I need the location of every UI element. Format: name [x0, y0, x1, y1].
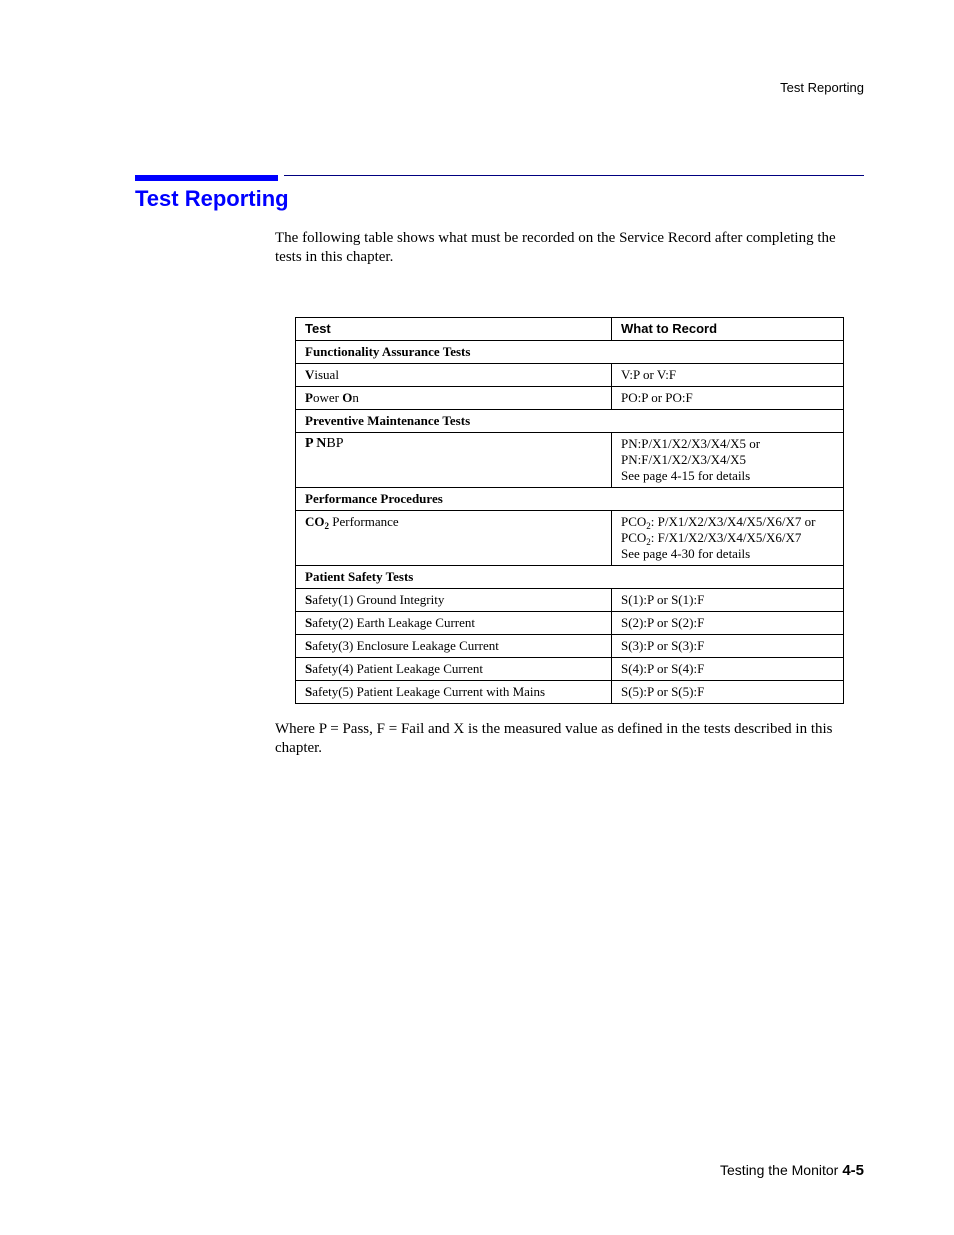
record-cell: S(3):P or S(3):F	[612, 635, 844, 658]
test-cell	[296, 658, 612, 681]
table-row	[296, 612, 844, 635]
test-cell	[296, 612, 612, 635]
section-label: Preventive Maintenance Tests	[296, 410, 844, 433]
section-row	[296, 488, 844, 511]
record-line: PN:F/X1/X2/X3/X4/X5	[621, 452, 746, 467]
test-text: Performance	[329, 514, 399, 529]
legend-note: Where P = Pass, F = Fail and X is the measured value as defined in the tests described in this chapter.	[275, 721, 833, 756]
test-initial: S	[305, 592, 313, 607]
test-text: afety(5) Patient Leakage Current with Mains	[312, 684, 546, 699]
intro-paragraph: The following table shows what must be recorded on the Service Record after completing the tests in this chapter.	[275, 230, 836, 265]
test-cell	[296, 681, 612, 704]
page-footer	[720, 1162, 864, 1179]
footer-chapter: Testing the Monitor	[720, 1162, 839, 1178]
test-cell	[296, 387, 612, 410]
section-label: Performance Procedures	[296, 488, 844, 511]
test-initial: V	[305, 367, 315, 382]
table-row	[296, 635, 844, 658]
record-line	[621, 514, 834, 530]
section-label: Functionality Assurance Tests	[296, 341, 844, 364]
test-text: afety(2) Earth Leakage Current	[312, 615, 476, 630]
table-row	[296, 681, 844, 704]
table-row	[296, 589, 844, 612]
record-line	[621, 530, 834, 546]
record-prefix: PCO	[621, 530, 647, 545]
test-initial: P	[305, 390, 313, 405]
test-initial: S	[305, 661, 313, 676]
subscript: 2	[646, 537, 651, 547]
page-number: 4-5	[842, 1162, 864, 1179]
body-content	[275, 229, 865, 758]
record-text: : F/X1/X2/X3/X4/X5/X6/X7	[650, 530, 802, 545]
test-text: n	[352, 390, 359, 405]
test-cell	[296, 635, 612, 658]
header-test: Test	[296, 318, 612, 341]
running-head: Test Reporting	[780, 80, 864, 95]
record-line: See page 4-15 for details	[621, 468, 751, 483]
record-cell: PO:P or PO:F	[612, 387, 844, 410]
record-cell	[612, 433, 844, 488]
section-row	[296, 341, 844, 364]
test-cell	[296, 511, 612, 566]
record-line: See page 4-30 for details	[621, 546, 751, 561]
table-row	[296, 658, 844, 681]
record-prefix: PCO	[621, 514, 647, 529]
test-reporting-table	[295, 317, 844, 704]
table-row	[296, 364, 844, 387]
record-line: PN:P/X1/X2/X3/X4/X5 or	[621, 436, 761, 451]
test-initial: CO	[305, 514, 325, 529]
section-title: Test Reporting	[135, 186, 289, 211]
record-cell: S(1):P or S(1):F	[612, 589, 844, 612]
record-cell: S(2):P or S(2):F	[612, 612, 844, 635]
test-text: ower	[312, 390, 343, 405]
section-row	[296, 566, 844, 589]
section-label: Patient Safety Tests	[296, 566, 844, 589]
record-cell: S(4):P or S(4):F	[612, 658, 844, 681]
test-text: afety(1) Ground Integrity	[312, 592, 445, 607]
test-initial: P N	[305, 436, 327, 451]
test-initial: S	[305, 615, 313, 630]
test-text: isual	[314, 367, 339, 382]
record-text: : P/X1/X2/X3/X4/X5/X6/X7 or	[650, 514, 816, 529]
test-text: BP	[326, 436, 344, 451]
test-initial: S	[305, 684, 313, 699]
test-cell	[296, 364, 612, 387]
record-cell: S(5):P or S(5):F	[612, 681, 844, 704]
test-text: afety(4) Patient Leakage Current	[312, 661, 483, 676]
subscript: 2	[324, 521, 329, 531]
test-initial: S	[305, 638, 313, 653]
subscript: 2	[646, 521, 651, 531]
table-row	[296, 511, 844, 566]
record-cell	[612, 511, 844, 566]
table-row	[296, 387, 844, 410]
header-what-to-record: What to Record	[612, 318, 844, 341]
heading-accent-bar	[135, 175, 278, 181]
heading-rule	[284, 175, 864, 176]
test-cell	[296, 433, 612, 488]
record-cell: V:P or V:F	[612, 364, 844, 387]
table-header-row	[296, 318, 844, 341]
section-row	[296, 410, 844, 433]
test-text: afety(3) Enclosure Leakage Current	[312, 638, 499, 653]
test-cell	[296, 589, 612, 612]
table-row	[296, 433, 844, 488]
test-initial: O	[342, 390, 353, 405]
